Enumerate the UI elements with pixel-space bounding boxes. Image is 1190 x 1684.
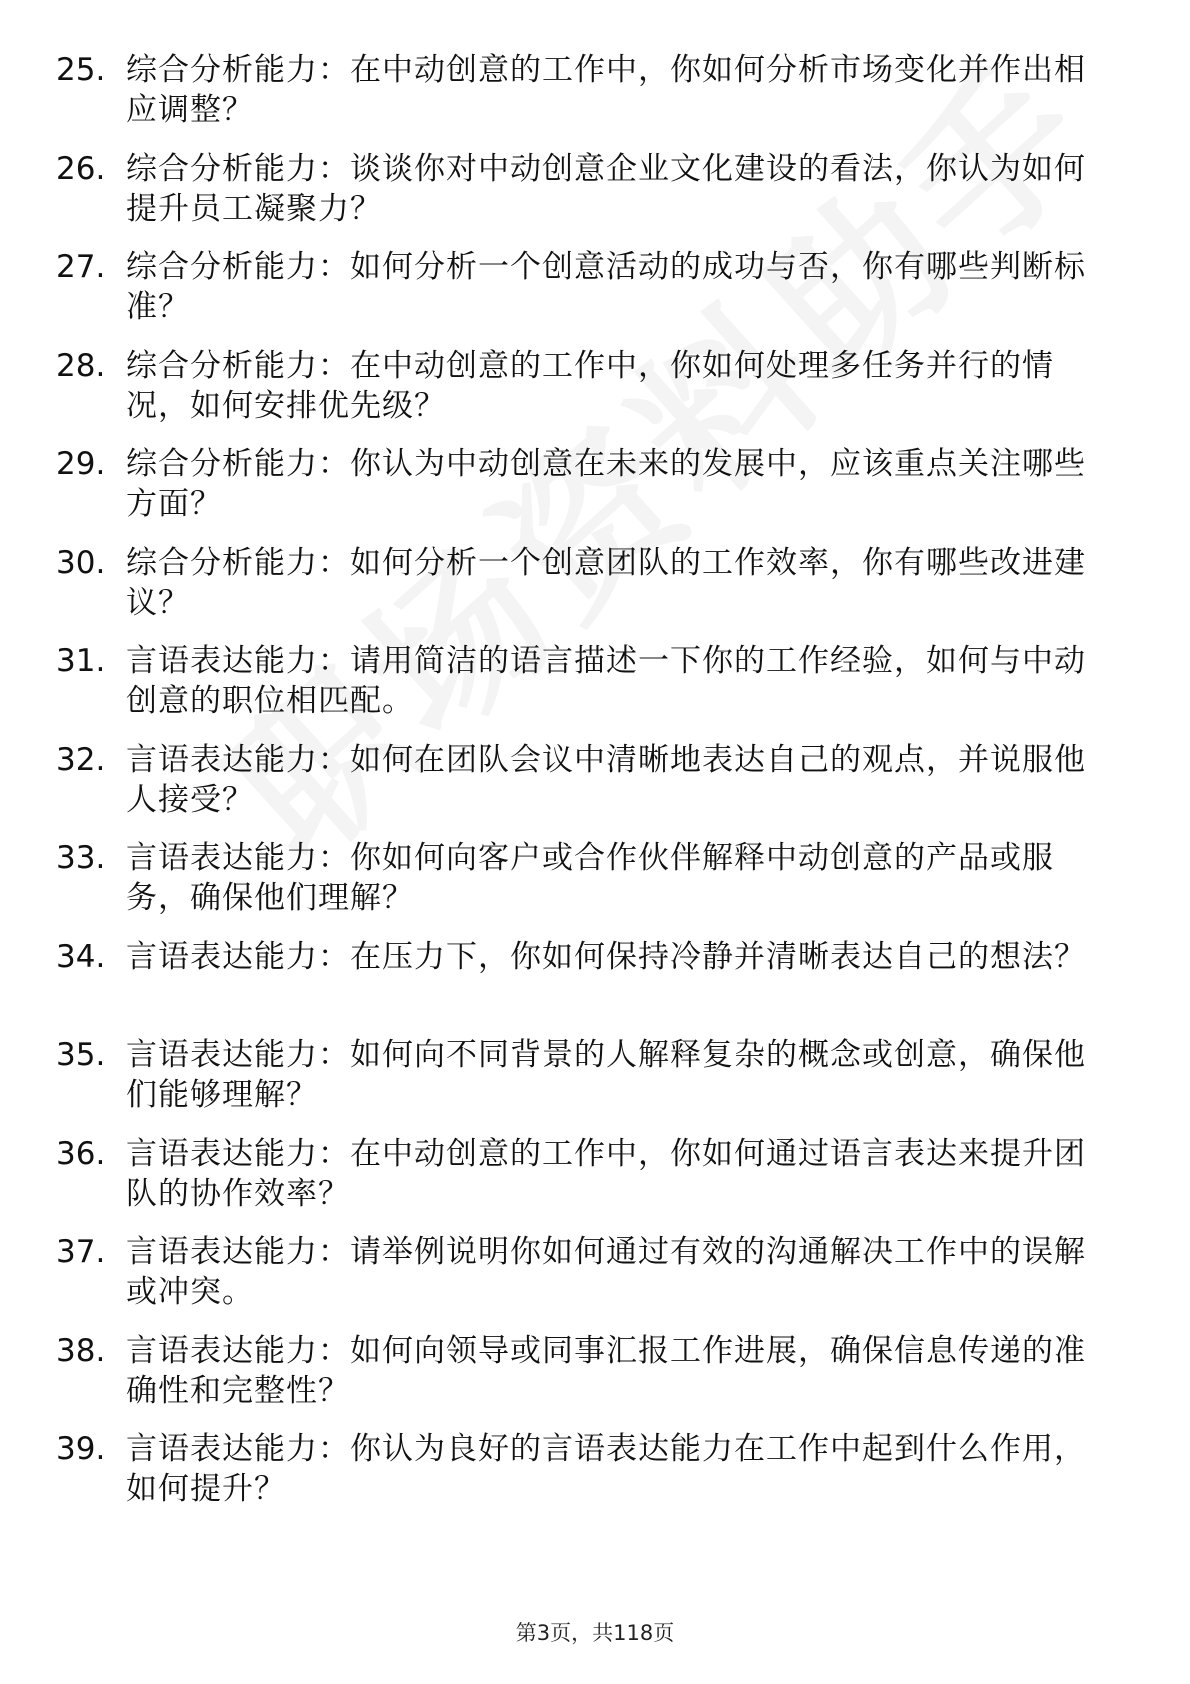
question-text: 言语表达能力：如何在团队会议中清晰地表达自己的观点，并说服他人接受？: [126, 741, 1086, 818]
question-item-35: [0, 1035, 1190, 1134]
question-text: 综合分析能力：如何分析一个创意活动的成功与否，你有哪些判断标准？: [126, 249, 1086, 325]
question-text: 言语表达能力：请用简洁的语言描述一下你的工作经验，如何与中动创意的职位相匹配。: [126, 643, 1086, 719]
question-text: 综合分析能力：你认为中动创意在未来的发展中，应该重点关注哪些方面？: [126, 446, 1086, 522]
question-text: 言语表达能力：你如何向客户或合作伙伴解释中动创意的产品或服务，确保他们理解？: [126, 840, 1054, 916]
question-number: 31.: [56, 643, 106, 679]
question-number: 32.: [56, 741, 106, 778]
question-number: 26.: [56, 150, 106, 187]
question-text: 言语表达能力：请举例说明你如何通过有效的沟通解决工作中的误解或冲突。: [126, 1234, 1086, 1310]
question-number: 29.: [56, 446, 106, 482]
question-item-39: [0, 1429, 1190, 1528]
question-item-30: [0, 543, 1190, 642]
page-footer: 第3页，共118页: [515, 1621, 675, 1645]
question-text: 言语表达能力：如何向领导或同事汇报工作进展，确保信息传递的准确性和完整性？: [126, 1332, 1086, 1409]
question-list: [0, 50, 1190, 1528]
question-text: 综合分析能力：谈谈你对中动创意企业文化建设的看法，你认为如何提升员工凝聚力？: [126, 150, 1086, 227]
question-number: 34.: [56, 938, 106, 975]
question-number: 39.: [56, 1431, 106, 1467]
question-item-29: [0, 444, 1190, 543]
question-item-38: [0, 1331, 1190, 1430]
question-number: 35.: [56, 1037, 106, 1073]
question-item-31: [0, 641, 1190, 740]
question-text: 综合分析能力：在中动创意的工作中，你如何分析市场变化并作出相应调整？: [126, 52, 1086, 128]
question-item-33: [0, 838, 1190, 937]
question-number: 28.: [56, 347, 106, 384]
question-number: 38.: [56, 1332, 106, 1369]
question-number: 30.: [56, 544, 106, 581]
question-item-25: [0, 50, 1190, 149]
question-number: 25.: [56, 52, 106, 88]
question-item-36: [0, 1134, 1190, 1233]
question-number: 33.: [56, 840, 106, 876]
question-text: 综合分析能力：在中动创意的工作中，你如何处理多任务并行的情况，如何安排优先级？: [126, 347, 1054, 424]
question-text: 言语表达能力：如何向不同背景的人解释复杂的概念或创意，确保他们能够理解？: [126, 1037, 1086, 1113]
question-number: 37.: [56, 1234, 106, 1270]
question-text: 言语表达能力：在压力下，你如何保持冷静并清晰表达自己的想法？: [126, 938, 1086, 975]
question-item-32: [0, 740, 1190, 839]
question-item-37: [0, 1232, 1190, 1331]
question-item-26: [0, 149, 1190, 248]
question-text: 言语表达能力：你认为良好的言语表达能力在工作中起到什么作用，如何提升？: [126, 1431, 1086, 1507]
question-number: 36.: [56, 1135, 106, 1172]
question-item-34: [0, 937, 1190, 1036]
question-text: 综合分析能力：如何分析一个创意团队的工作效率，你有哪些改进建议？: [126, 544, 1086, 621]
question-text: 言语表达能力：在中动创意的工作中，你如何通过语言表达来提升团队的协作效率？: [126, 1135, 1086, 1212]
question-item-28: [0, 346, 1190, 445]
question-item-27: [0, 247, 1190, 346]
question-number: 27.: [56, 249, 106, 285]
